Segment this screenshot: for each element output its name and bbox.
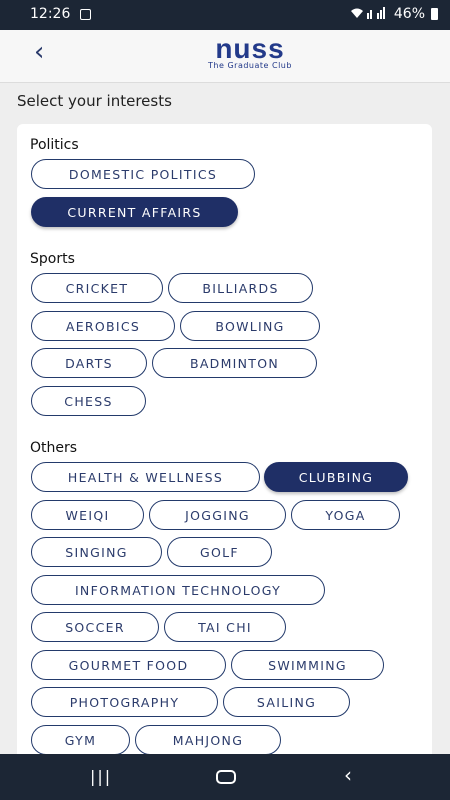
notification-icon: [80, 9, 91, 20]
chip-current-affairs[interactable]: CURRENT AFFAIRS: [31, 197, 238, 227]
chip-tai-chi[interactable]: TAI CHI: [164, 612, 286, 642]
status-bar: [0, 0, 450, 30]
chip-photography[interactable]: PHOTOGRAPHY: [31, 687, 218, 717]
chip-cricket[interactable]: CRICKET: [31, 273, 163, 303]
chevron-left-icon: ‹: [34, 37, 45, 67]
home-icon[interactable]: [216, 770, 236, 784]
status-time: 12:26: [30, 6, 71, 22]
interests-card: [17, 124, 432, 774]
app-header: [0, 30, 450, 83]
chip-darts[interactable]: DARTS: [31, 348, 147, 378]
signal-icon: [350, 7, 388, 22]
section-title-sports: Sports: [30, 251, 75, 267]
chip-bowling[interactable]: BOWLING: [180, 311, 320, 341]
chip-gourmet-food[interactable]: GOURMET FOOD: [31, 650, 226, 680]
chip-domestic-politics[interactable]: DOMESTIC POLITICS: [31, 159, 255, 189]
recent-apps-icon[interactable]: |||: [90, 767, 113, 786]
status-indicators: [350, 6, 438, 22]
chip-weiqi[interactable]: WEIQI: [31, 500, 144, 530]
nuss-logo: [198, 34, 302, 70]
battery-percent: 46%: [393, 6, 425, 22]
chip-information-technology[interactable]: INFORMATION TECHNOLOGY: [31, 575, 325, 605]
chip-soccer[interactable]: SOCCER: [31, 612, 159, 642]
navigation-bar: [0, 754, 450, 800]
chip-mahjong[interactable]: MAHJONG: [135, 725, 281, 755]
section-title-others: Others: [30, 440, 78, 456]
chip-golf[interactable]: GOLF: [167, 537, 272, 567]
chip-aerobics[interactable]: AEROBICS: [31, 311, 175, 341]
page-title: Select your interests: [17, 92, 172, 110]
chip-chess[interactable]: CHESS: [31, 386, 146, 416]
chip-singing[interactable]: SINGING: [31, 537, 162, 567]
chip-yoga[interactable]: YOGA: [291, 500, 400, 530]
chip-gym[interactable]: GYM: [31, 725, 130, 755]
chip-sailing[interactable]: SAILING: [223, 687, 350, 717]
section-title-politics: Politics: [30, 137, 79, 153]
battery-icon: [431, 8, 438, 20]
chip-jogging[interactable]: JOGGING: [149, 500, 286, 530]
chip-badminton[interactable]: BADMINTON: [152, 348, 317, 378]
chip-swimming[interactable]: SWIMMING: [231, 650, 384, 680]
back-button[interactable]: [34, 38, 44, 66]
chip-billiards[interactable]: BILLIARDS: [168, 273, 313, 303]
back-icon[interactable]: ‹: [344, 763, 352, 787]
chip-health-wellness[interactable]: HEALTH & WELLNESS: [31, 462, 260, 492]
logo-text: nuss: [215, 33, 285, 64]
chip-clubbing[interactable]: CLUBBING: [264, 462, 408, 492]
logo-tagline: The Graduate Club: [208, 61, 292, 70]
